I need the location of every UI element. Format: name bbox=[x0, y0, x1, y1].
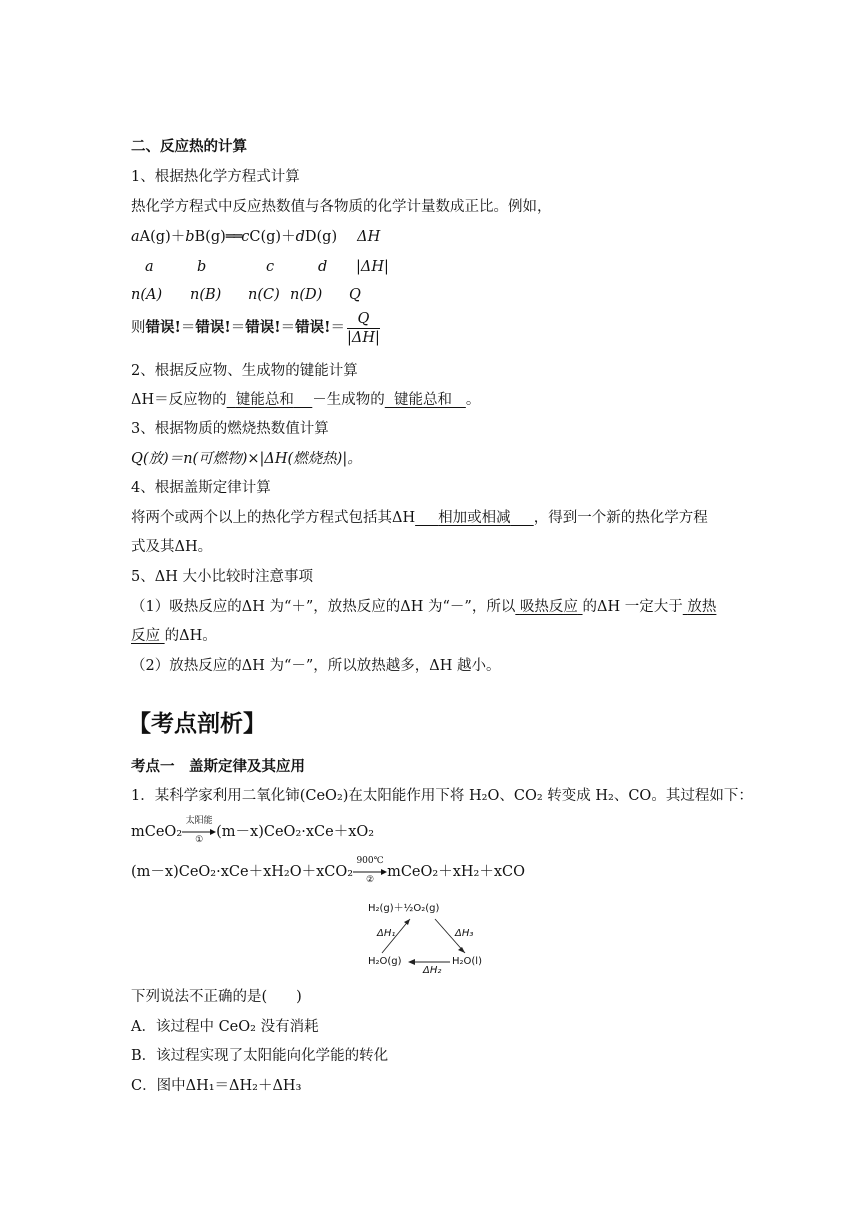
diagram-right-node: H₂O(l) bbox=[452, 956, 482, 967]
n-b: n(B) bbox=[190, 287, 222, 303]
n-q: Q bbox=[349, 287, 361, 303]
point5-item1: （1）吸热反应的ΔH 为“＋”，放热反应的ΔH 为“－”，所以 吸热反应 的ΔH 一定大于 放热 bbox=[131, 599, 717, 615]
arrow-dh1 bbox=[382, 919, 410, 953]
diagram-dh3: ΔH₃ bbox=[455, 928, 474, 939]
coef-a: a bbox=[145, 259, 154, 275]
n-d: n(D) bbox=[290, 287, 323, 303]
blank-add-subtract: 相加或相减 bbox=[438, 510, 511, 526]
option-a: A．该过程中 CeO₂ 没有消耗 bbox=[131, 1019, 319, 1035]
option-c: C．图中ΔH₁＝ΔH₂＋ΔH₃ bbox=[131, 1078, 302, 1094]
arrowhead-icon bbox=[408, 959, 415, 965]
arrowhead-icon bbox=[458, 947, 465, 953]
kaodian-title: 考点一 盖斯定律及其应用 bbox=[131, 758, 305, 775]
arrow-solar: 太阳能 ① bbox=[182, 822, 216, 842]
blank-endothermic: 吸热反应 bbox=[519, 599, 578, 615]
equals-sign: ══ bbox=[225, 229, 242, 245]
arrowhead-icon bbox=[404, 919, 410, 925]
thermo-equation: aA(g)＋bB(g)══cC(g)＋dD(g) ΔH bbox=[131, 229, 381, 245]
diagram-dh1: ΔH₁ bbox=[377, 928, 396, 939]
point5-title: 5、ΔH 大小比较时注意事项 bbox=[131, 569, 313, 585]
point5-item2: （2）放热反应的ΔH 为“－”，所以放热越多，ΔH 越小。 bbox=[131, 658, 501, 674]
diagram-top-node: H₂(g)＋½O₂(g) bbox=[368, 903, 440, 914]
question-prompt: 下列说法不正确的是( ) bbox=[131, 989, 302, 1005]
blank-exothermic-2: 反应 bbox=[131, 628, 160, 644]
delta-h: ΔH bbox=[357, 229, 381, 245]
reaction-2: (m－x)CeO₂·xCe＋xH₂O＋xCO₂ 900℃ ② mCeO₂＋xH₂＋xCO bbox=[131, 856, 525, 885]
coef-c: c bbox=[266, 259, 275, 275]
point4-text-2: 式及其ΔH。 bbox=[131, 539, 213, 555]
coef-dh: |ΔH| bbox=[356, 259, 389, 275]
option-b: B．该过程实现了太阳能向化学能的转化 bbox=[131, 1048, 389, 1064]
arrow-900c: 900℃ ② bbox=[353, 862, 387, 882]
diagram-dh2: ΔH₂ bbox=[423, 965, 442, 976]
diagram-arrows bbox=[360, 895, 495, 975]
diagram-left-node: H₂O(g) bbox=[368, 956, 402, 967]
point1-text: 热化学方程式中反应热数值与各物质的化学计量数成正比。例如， bbox=[131, 199, 552, 215]
point3-title: 3、根据物质的燃烧热数值计算 bbox=[131, 421, 329, 437]
question-stem: 1．某科学家利用二氧化铈(CeO₂)在太阳能作用下将 H₂O、CO₂ 转变成 H₂、CO。其过程如下： bbox=[131, 788, 753, 804]
point4-text: 将两个或两个以上的热化学方程式包括其ΔH 相加或相减 ，得到一个新的热化学方程 bbox=[131, 510, 708, 526]
point1-title: 1、根据热化学方程式计算 bbox=[131, 169, 300, 185]
point3-formula: Q(放)＝n(可燃物)×|ΔH(燃烧热)|。 bbox=[131, 451, 362, 467]
section-title: 二、反应热的计算 bbox=[131, 138, 247, 155]
blank-bond-energy-1: 键能总和 bbox=[235, 392, 294, 408]
n-c: n(C) bbox=[248, 287, 280, 303]
coef-d: d bbox=[318, 259, 328, 275]
blank-exothermic-1: 放热 bbox=[687, 599, 717, 615]
section-heading: 【考点剖析】 bbox=[128, 710, 266, 737]
fraction: $\frac{Q}{|\Delta H|}$ bbox=[347, 310, 380, 346]
coef-b: b bbox=[197, 259, 207, 275]
point4-title: 4、根据盖斯定律计算 bbox=[131, 480, 271, 496]
point2-title: 2、根据反应物、生成物的键能计算 bbox=[131, 363, 358, 379]
ratio-line: 则错误!＝错误!＝错误!＝错误!＝ $\frac{Q}{|\Delta H|}$ bbox=[131, 310, 380, 346]
reaction-1: mCeO₂ 太阳能 ① (m－x)CeO₂·xCe＋xO₂ bbox=[131, 816, 375, 845]
n-a: n(A) bbox=[131, 287, 163, 303]
point2-formula: ΔH＝反应物的 键能总和 －生成物的 键能总和 。 bbox=[131, 392, 481, 408]
hess-diagram bbox=[360, 895, 495, 975]
arrow-dh3 bbox=[435, 919, 465, 953]
point5-item1-2: 反应 的ΔH。 bbox=[131, 628, 217, 644]
blank-bond-energy-2: 键能总和 bbox=[394, 392, 452, 408]
